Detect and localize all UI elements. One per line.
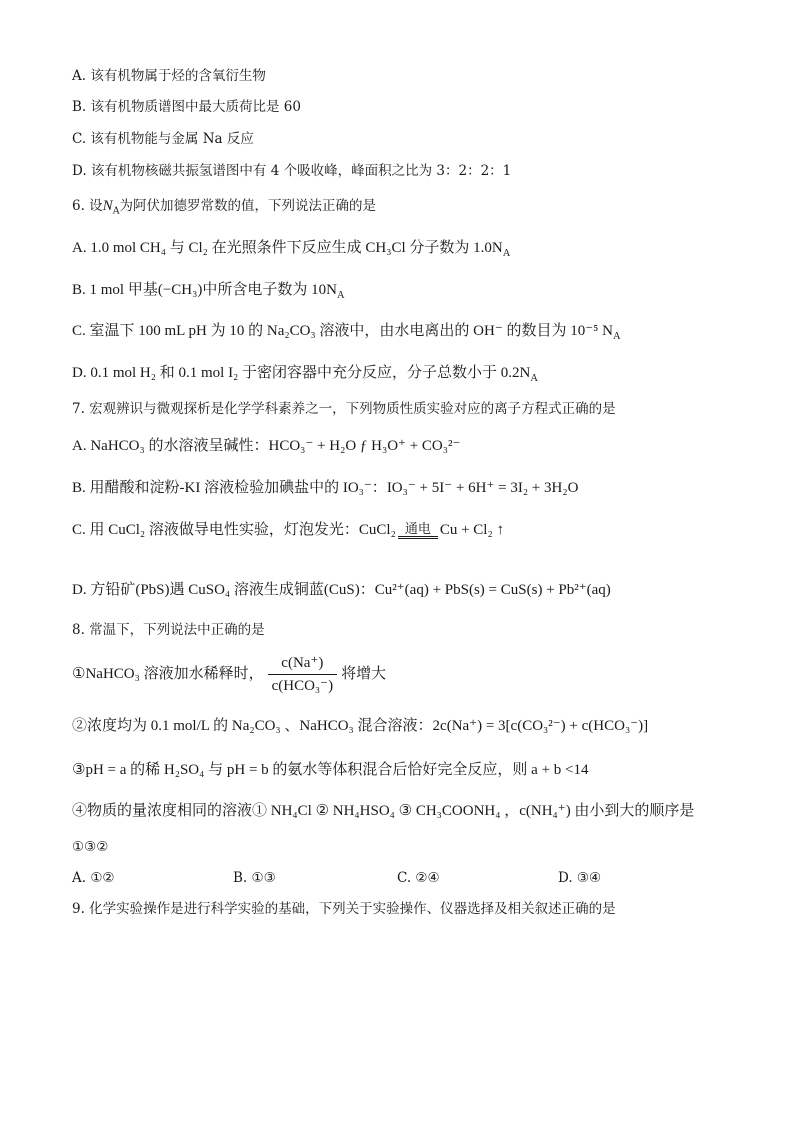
option-b-line: B. 该有机物质谱图中最大质荷比是 60 xyxy=(72,99,301,115)
q6-option-d xyxy=(72,363,538,383)
q6-option-b-sub: A xyxy=(336,290,345,301)
q6-option-a xyxy=(72,238,510,258)
q8-choice-d[interactable]: D. ③④ xyxy=(558,870,602,886)
q6-option-b-text: B. 1 mol 甲基(−CH₃)中所含电子数为 10N xyxy=(72,282,337,298)
q9-stem: 9. 化学实验操作是进行科学实验的基础，下列关于实验操作、仪器选择及相关叙述正确的是 xyxy=(72,901,616,917)
q8-statement-4-cont: ①③② xyxy=(72,839,109,855)
q6-option-d-sub: A xyxy=(530,373,538,384)
q6-option-a-text: A. 1.0 mol CH₄ 与 Cl₂ 在光照条件下反应生成 CH₃Cl 分子数为 1.0N xyxy=(72,240,503,256)
q8-statement-2: ②浓度均为 0.1 mol/L 的 Na₂CO₃ 、NaHCO₃ 混合溶液：2c(Na⁺) = 3[c(CO₃²⁻) + c(HCO₃⁻)] xyxy=(72,718,649,734)
q7-option-c xyxy=(72,520,504,540)
q6-option-c-sub: A xyxy=(612,331,621,342)
option-c-line: C. 该有机物能与金属 Na 反应 xyxy=(72,131,254,147)
q6-stem-pre: 6. 设 xyxy=(72,198,103,214)
fraction-numerator: c(Na⁺) xyxy=(268,654,337,675)
q7-option-d-pre: D. 方铅矿(PbS)遇 CuSO₄ 溶液生成铜蓝(CuS)： xyxy=(72,582,375,598)
q8-stem: 8. 常温下，下列说法中正确的是 xyxy=(72,622,265,638)
q8-choice-c[interactable]: C. ②④ xyxy=(397,870,440,886)
q6-na-symbol: N xyxy=(102,198,113,214)
q6-option-c xyxy=(72,321,621,341)
q8-statement-1 xyxy=(72,652,386,696)
q7-option-a xyxy=(72,436,460,456)
ratio-fraction xyxy=(268,654,337,695)
q7-option-a-pre: A. NaHCO₃ 的水溶液呈碱性： xyxy=(72,438,269,454)
q8-s1-pre: ①NaHCO₃ 溶液加水稀释时， xyxy=(72,666,264,682)
electrolysis-arrow xyxy=(398,522,438,539)
q7-stem: 7. 宏观辨识与微观探析是化学学科素养之一，下列物质性质实验对应的离子方程式正确的是 xyxy=(72,401,616,417)
q7-option-a-equation: HCO₃⁻ + H₂O ƒ H₃O⁺ + CO₃²⁻ xyxy=(268,438,461,454)
q7-option-b xyxy=(72,478,578,498)
q6-option-b xyxy=(72,280,345,300)
q8-choice-b[interactable]: B. ①③ xyxy=(233,870,276,886)
q7-option-d xyxy=(72,580,611,600)
option-d-line: D. 该有机物核磁共振氢谱图中有 4 个吸收峰，峰面积之比为 3：2：2：1 xyxy=(72,163,512,179)
q6-na-sub: A xyxy=(112,205,120,217)
electrolysis-condition: 通电 xyxy=(404,521,431,537)
q6-stem xyxy=(72,196,376,216)
q6-stem-post: 为阿伏加德罗常数的值，下列说法正确的是 xyxy=(119,198,377,214)
q7-option-b-pre: B. 用醋酸和淀粉-KI 溶液检验加碘盐中的 IO₃⁻： xyxy=(72,480,387,496)
q6-option-d-text: D. 0.1 mol H₂ 和 0.1 mol I₂ 于密闭容器中充分反应，分子总数小于 0.2N xyxy=(72,365,531,381)
q8-s1-post: 将增大 xyxy=(341,666,387,682)
q8-statement-3: ③pH = a 的稀 H₂SO₄ 与 pH = b 的氨水等体积混合后恰好完全反应，则 a + b <14 xyxy=(72,762,589,778)
fraction-denominator: c(HCO₃⁻) xyxy=(271,678,334,695)
q6-option-a-sub: A xyxy=(502,248,511,259)
q7-option-c-pre: C. 用 CuCl₂ 溶液做导电性实验，灯泡发光：CuCl₂ xyxy=(72,522,396,538)
option-a-line: A. 该有机物属于烃的含氧衍生物 xyxy=(72,68,266,84)
q8-statement-4: ④物质的量浓度相同的溶液① NH₄Cl ② NH₄HSO₄ ③ CH₃COONH₄ ，c(NH₄⁺) 由小到大的顺序是 xyxy=(72,803,695,819)
q8-choice-a[interactable]: A. ①② xyxy=(72,870,115,886)
q7-option-b-equation: IO₃⁻ + 5I⁻ + 6H⁺ = 3I₂ + 3H₂O xyxy=(386,480,579,496)
q6-option-c-text: C. 室温下 100 mL pH 为 10 的 Na₂CO₃ 溶液中，由水电离出的 OH⁻ 的数目为 10⁻⁵ N xyxy=(72,323,613,339)
q7-option-d-equation: Cu²⁺(aq) + PbS(s) = CuS(s) + Pb²⁺(aq) xyxy=(374,582,611,598)
q7-option-c-post: Cu + Cl₂ ↑ xyxy=(439,522,504,538)
double-bar xyxy=(398,536,438,539)
